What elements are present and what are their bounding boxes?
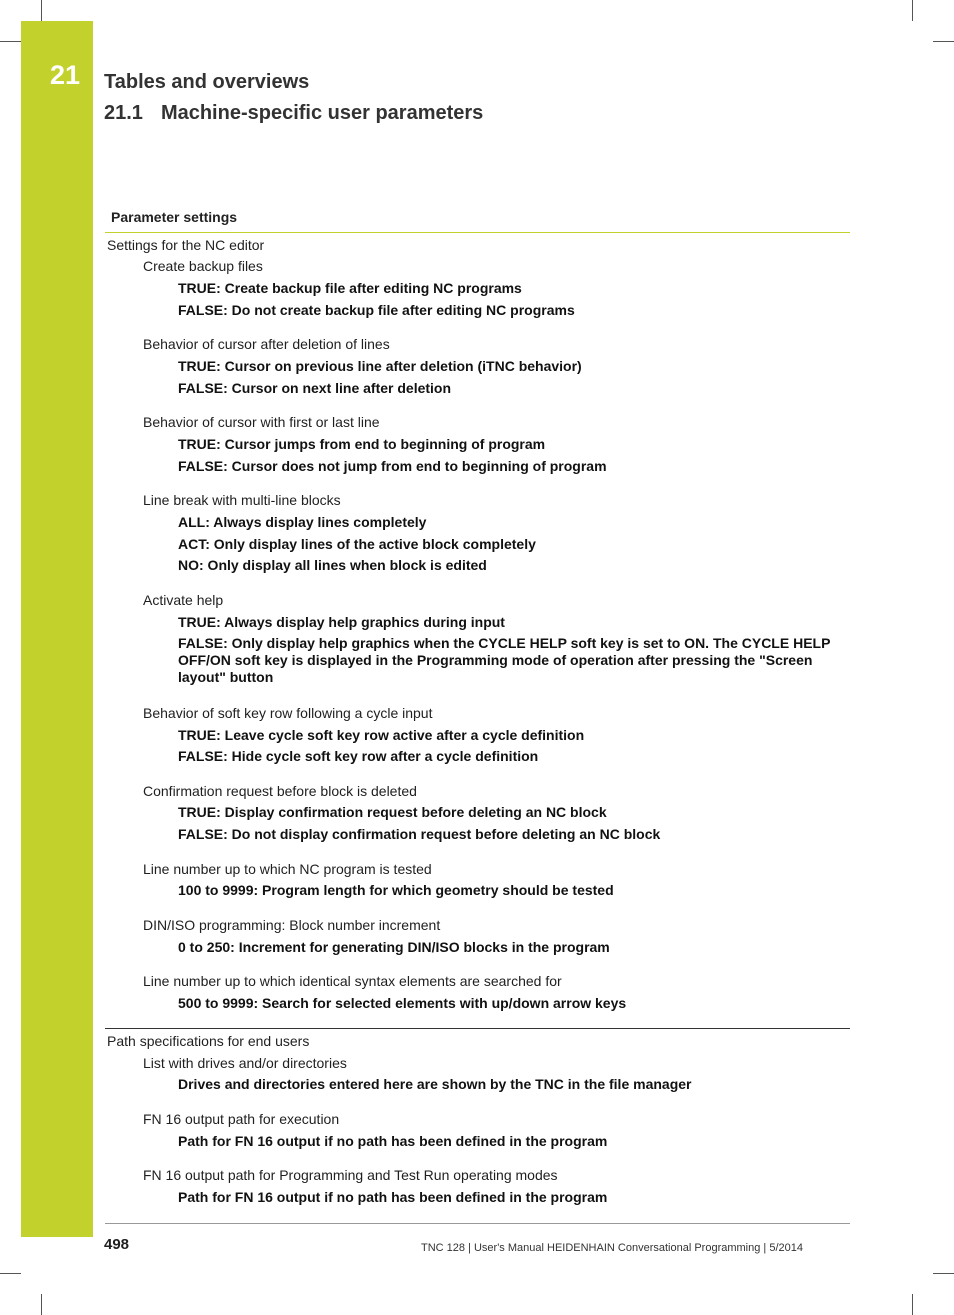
section-title-text: Machine-specific user parameters [160, 102, 484, 124]
crop-mark [0, 41, 21, 42]
param-value: TRUE: Cursor jumps from end to beginning of program [178, 436, 546, 452]
param-name: Behavior of cursor after deletion of lines [143, 336, 390, 352]
param-name: Confirmation request before block is deleted [143, 783, 417, 799]
param-value: 100 to 9999: Program length for which geometry should be tested [178, 882, 614, 898]
param-value: FALSE: Only display help graphics when the CYCLE HELP soft key is set to ON. The CYCLE HELP OFF/ON soft key is displayed in the Programming mode of operation after pressing the "Screen layout" button [178, 635, 831, 685]
crop-mark [912, 0, 913, 21]
section-number: 21.1 [104, 102, 143, 124]
footer-text: TNC 128 | User's Manual HEIDENHAIN Conversational Programming | 5/2014 [421, 1242, 803, 1254]
param-value: TRUE: Create backup file after editing NC programs [178, 280, 522, 296]
param-name: FN 16 output path for Programming and Test Run operating modes [143, 1167, 558, 1183]
crop-mark [0, 1273, 21, 1274]
param-name: Behavior of soft key row following a cycle input [143, 705, 433, 721]
param-value: TRUE: Always display help graphics during input [178, 614, 505, 630]
param-value: FALSE: Cursor on next line after deletion [178, 380, 452, 396]
param-name: Create backup files [143, 258, 263, 274]
param-value: ALL: Always display lines completely [178, 514, 427, 530]
header-divider [105, 232, 850, 233]
param-name: FN 16 output path for execution [143, 1111, 340, 1127]
param-value: FALSE: Do not create backup file after editing NC programs [178, 302, 575, 318]
crop-mark [41, 1294, 42, 1315]
chapter-number: 21 [50, 60, 81, 90]
param-value: TRUE: Leave cycle soft key row active after a cycle definition [178, 727, 585, 743]
group-title: Settings for the NC editor [107, 237, 265, 253]
param-name: Line number up to which NC program is tested [143, 861, 432, 877]
param-value: 0 to 250: Increment for generating DIN/ISO blocks in the program [178, 939, 610, 955]
param-name: Line number up to which identical syntax elements are searched for [143, 973, 562, 989]
param-value: TRUE: Display confirmation request before deleting an NC block [178, 804, 607, 820]
section-title [104, 102, 483, 125]
param-name: DIN/ISO programming: Block number increment [143, 917, 441, 933]
param-value: FALSE: Do not display confirmation request before deleting an NC block [178, 826, 661, 842]
param-value: NO: Only display all lines when block is edited [178, 557, 487, 573]
param-value: FALSE: Hide cycle soft key row after a cycle definition [178, 748, 539, 764]
param-name: Behavior of cursor with first or last line [143, 414, 380, 430]
crop-mark [933, 41, 954, 42]
crop-mark [912, 1294, 913, 1315]
table-bottom-rule [105, 1223, 850, 1224]
param-value: Path for FN 16 output if no path has been defined in the program [178, 1189, 608, 1205]
param-value: ACT: Only display lines of the active block completely [178, 536, 536, 552]
page-number: 498 [104, 1236, 130, 1253]
crop-mark [41, 0, 42, 21]
group-title: Path specifications for end users [107, 1033, 310, 1049]
param-value: Path for FN 16 output if no path has been defined in the program [178, 1133, 608, 1149]
chapter-title: Tables and overviews [104, 71, 310, 93]
group-divider [105, 1028, 850, 1029]
param-value: 500 to 9999: Search for selected elements with up/down arrow keys [178, 995, 627, 1011]
param-value: Drives and directories entered here are shown by the TNC in the file manager [178, 1076, 692, 1092]
table-header: Parameter settings [111, 209, 238, 225]
chapter-side-bar [21, 21, 93, 1237]
param-value: TRUE: Cursor on previous line after deletion (iTNC behavior) [178, 358, 582, 374]
crop-mark [933, 1273, 954, 1274]
param-name: Line break with multi-line blocks [143, 492, 341, 508]
param-name: Activate help [143, 592, 224, 608]
param-value: FALSE: Cursor does not jump from end to beginning of program [178, 458, 607, 474]
param-name: List with drives and/or directories [143, 1055, 347, 1071]
